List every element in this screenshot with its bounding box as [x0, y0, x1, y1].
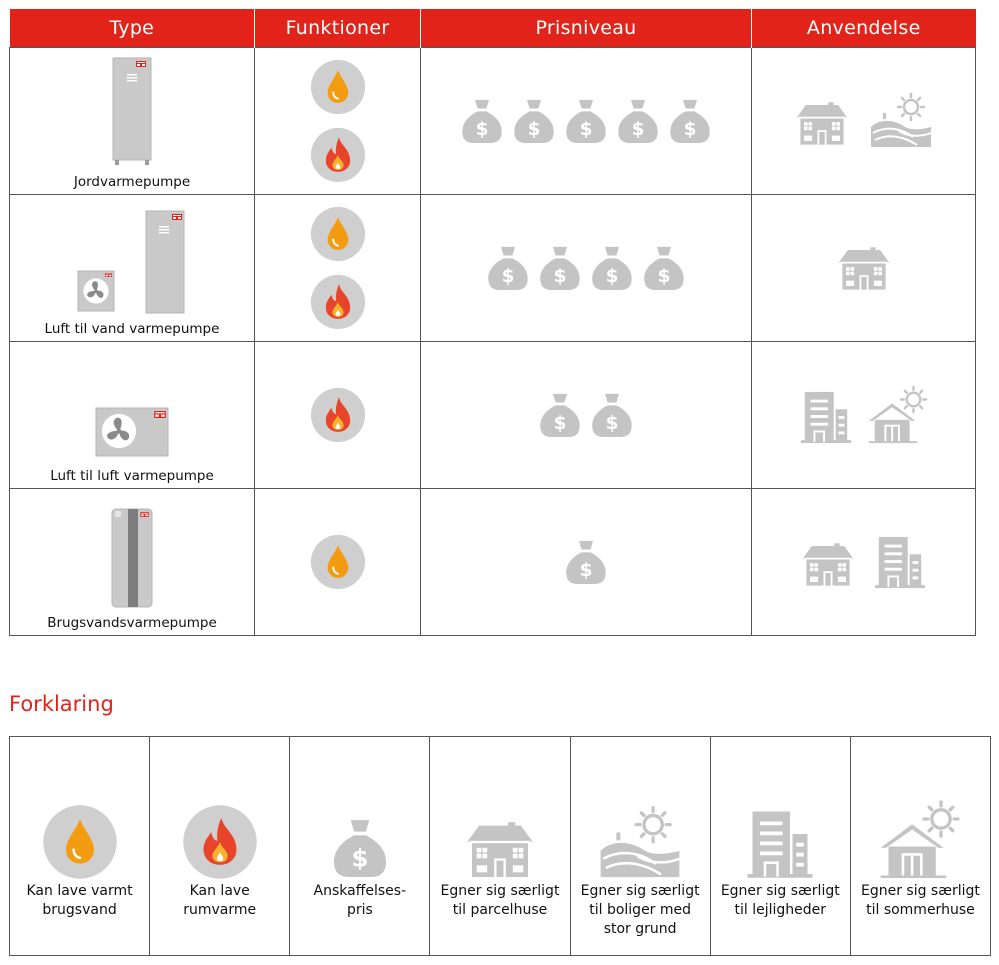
type-cell: [10, 194, 255, 341]
price-cell: [421, 47, 752, 194]
flame-icon: [310, 274, 366, 330]
price-level-2: [421, 388, 751, 442]
table-row: [10, 47, 976, 194]
header-funktioner: Funktioner: [255, 9, 421, 47]
legend-text: Kan lave: [189, 883, 250, 899]
legend-text: Kan lave varmt: [26, 883, 133, 899]
functions-cell: [255, 488, 421, 635]
legend-text: Egner sig særligt: [860, 883, 980, 899]
legend-text: pris: [346, 902, 373, 918]
legend-item-price: [290, 737, 430, 956]
money-bag-icon: [486, 241, 530, 295]
flame-icon: [310, 127, 366, 183]
legend-text: Egner sig særligt: [580, 883, 700, 899]
table-row: [10, 488, 976, 635]
header-type: Type: [10, 9, 255, 47]
legend-item-parcelhus: [430, 737, 570, 956]
functions-cell: [255, 47, 421, 194]
legend-text: stor grund: [603, 921, 677, 937]
air-to-air-heat-pump-image: [10, 350, 254, 462]
water-drop-icon: [42, 804, 118, 880]
money-bag-icon: [590, 388, 634, 442]
header-anvendelse: Anvendelse: [752, 9, 976, 47]
legend-text: Egner sig særligt: [720, 883, 840, 899]
legend-text: Anskaffelses-: [313, 883, 407, 899]
apartment-building-icon: [799, 389, 853, 445]
legend-title: Forklaring: [9, 692, 114, 716]
type-label: Brugsvandsvarmepumpe: [47, 614, 217, 631]
price-cell: [421, 341, 752, 488]
type-label: Jordvarmepumpe: [73, 173, 191, 190]
money-bag-icon: [564, 94, 608, 148]
money-bag-icon: [590, 241, 634, 295]
money-bag-icon: [668, 94, 712, 148]
apartment-building-icon: [873, 534, 927, 590]
water-drop-icon: [310, 206, 366, 262]
price-level-4: [421, 241, 751, 295]
legend-item-sommerhus: [850, 737, 990, 956]
type-label: Luft til vand varmepumpe: [44, 320, 220, 337]
legend-row: [10, 737, 991, 956]
air-to-water-heat-pump-image: [10, 203, 254, 315]
legend-text: brugsvand: [42, 902, 117, 918]
money-bag-icon: [642, 241, 686, 295]
house-icon: [465, 818, 535, 880]
flame-icon: [182, 804, 258, 880]
table-header-row: [10, 9, 976, 47]
legend-text: til lejligheder: [734, 902, 827, 918]
summer-house-sun-icon: [878, 800, 962, 880]
house-icon: [837, 242, 891, 294]
usage-cell: [752, 47, 976, 194]
field-sun-icon: [869, 93, 933, 149]
type-cell: [10, 488, 255, 635]
legend-item-stor-grund: [570, 737, 710, 956]
price-cell: [421, 488, 752, 635]
water-drop-icon: [310, 59, 366, 115]
legend-item-space-heating: [150, 737, 290, 956]
money-bag-icon: [538, 388, 582, 442]
price-level-5: [421, 94, 751, 148]
house-icon: [801, 538, 855, 590]
price-level-1: [421, 535, 751, 589]
money-bag-icon: [460, 94, 504, 148]
legend-text: til parcelhuse: [452, 902, 548, 918]
money-bag-icon: [512, 94, 556, 148]
legend-text: til sommerhuse: [866, 902, 975, 918]
usage-cell: [752, 488, 976, 635]
heat-pump-comparison-table: [9, 9, 976, 636]
legend-item-hot-water: [10, 737, 150, 956]
legend-item-lejlighed: [710, 737, 850, 956]
type-cell: [10, 47, 255, 194]
type-label: Luft til luft varmepumpe: [50, 467, 214, 484]
water-drop-icon: [310, 534, 366, 590]
legend-text: Egner sig særligt: [440, 883, 560, 899]
field-sun-icon: [598, 806, 682, 880]
flame-icon: [310, 387, 366, 443]
legend-text: til boliger med: [589, 902, 692, 918]
functions-cell: [255, 194, 421, 341]
money-bag-icon: [616, 94, 660, 148]
money-bag-icon: [331, 816, 389, 880]
header-prisniveau: Prisniveau: [421, 9, 752, 47]
hot-water-heat-pump-image: [10, 497, 254, 609]
usage-cell: [752, 194, 976, 341]
summer-house-sun-icon: [867, 385, 929, 445]
legend-text: rumvarme: [183, 902, 257, 918]
legend-table: [9, 736, 991, 956]
table-row: [10, 341, 976, 488]
money-bag-icon: [538, 241, 582, 295]
ground-source-heat-pump-image: [10, 56, 254, 168]
type-cell: [10, 341, 255, 488]
money-bag-icon: [564, 535, 608, 589]
usage-cell: [752, 341, 976, 488]
functions-cell: [255, 341, 421, 488]
house-icon: [795, 97, 849, 149]
price-cell: [421, 194, 752, 341]
table-row: [10, 194, 976, 341]
apartment-building-icon: [745, 808, 815, 880]
